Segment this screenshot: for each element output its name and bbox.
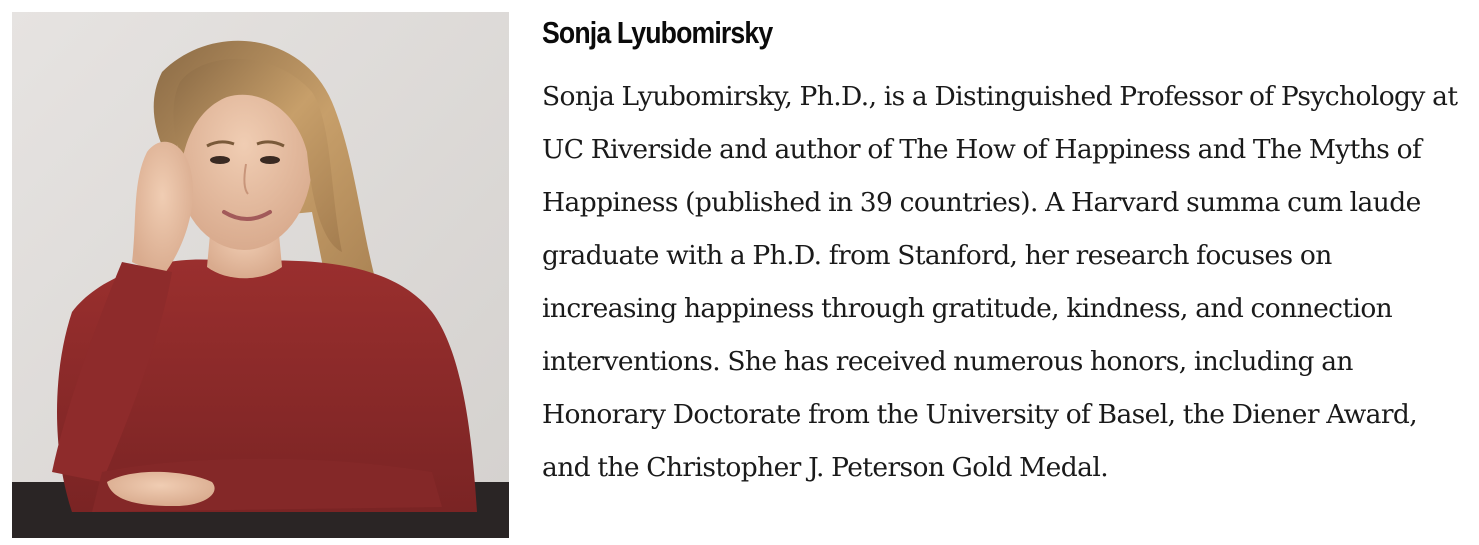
speaker-name: Sonja Lyubomirsky — [542, 15, 773, 50]
portrait-photo-icon — [12, 12, 509, 538]
speaker-bio — [542, 14, 1467, 494]
speaker-description: Sonja Lyubomirsky, Ph.D., is a Distinguished Professor of Psychology at UC Riverside and author of The How of Happiness and The Myths of Happiness (published in 39 countries). A Harvard summa cum laude graduate with a Ph.D. from Stanford, her research focuses on increasing happiness through gratitude, kindness, and connection interventions. She has received numerous honors, including an Honorary Doctorate from the University of Basel, the Diener Award, and the Christopher J. Peterson Gold Medal. — [542, 81, 1458, 483]
speaker-portrait — [12, 12, 509, 538]
